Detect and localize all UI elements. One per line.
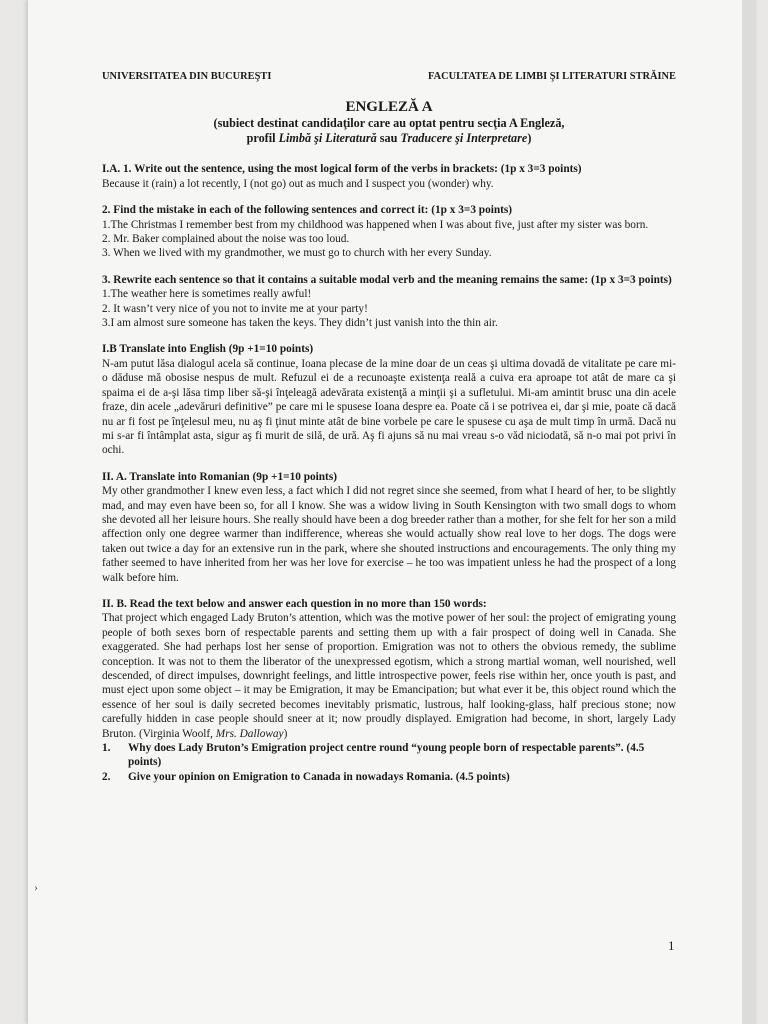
- header-university: UNIVERSITATEA DIN BUCUREŞTI: [102, 71, 272, 82]
- question-ia2: 2. Find the mistake in each of the following sentences and correct it: (1p x 3=3 points): [102, 204, 513, 217]
- question-ia3: 3. Rewrite each sentence so that it contains a suitable modal verb and the meaning remains the same: (1p x 3=3 points): [102, 273, 672, 286]
- question-iib-1: [102, 741, 676, 770]
- sentence-ia1: Because it (rain) a lot recently, I (not go) out as much and I suspect you (wonder) why.: [102, 177, 494, 190]
- question-iib: II. B. Read the text below and answer each question in no more than 150 words:: [102, 597, 487, 610]
- margin-mark: ›: [34, 880, 38, 894]
- exam-title: ENGLEZĂ A: [345, 99, 433, 116]
- question-iia: II. A. Translate into Romanian (9p +1=10 points): [102, 470, 337, 483]
- text-ib: N-am putut lăsa dialogul acela să continue, Ioana plecase de la mine doar de un ceas şi ultima dovadă de vitalitate pe care mi-o dăduse mă obosise nespus de mult. Refuzul ei de a recunoaşte existenţa reală a cuiva era aproape tot atât de mare ca şi spaima ei de a-şi lăsa timp liber să-şi înţeleagă adevărata existenţă a minţii şi a sufletului. Mi-am amintit brusc una din acele fraze, din acele „adevăruri definitive” pe care mi le spusese Ioana despre ea. Poate că i se potrivea ei, dar şi mie, poate că dacă nu ar fi fost pe înţelesul meu, nu aş fi ţinut minte atât de bine vorbele pe care le spusese cu aşa de mult timp în urmă. Dacă nu mi s-ar fi întâmplat asta, sigur aş fi murit de silă, de ură. Aş fi ajuns să nu mai vreau s-o văd niciodată, să n-o mai pot privi în ochi.: [102, 357, 676, 457]
- sentence-line: 3.I am almost sure someone has taken the keys. They didn’t just vanish into the thin air.: [102, 317, 498, 330]
- sentence-line: 2. Mr. Baker complained about the noise was too loud.: [102, 233, 350, 246]
- question-number: 2.: [102, 770, 111, 783]
- subtitle-text: sau: [376, 131, 401, 146]
- page-header: [102, 70, 676, 84]
- sentence-line: 3. When we lived with my grandmother, we must go to church with her every Sunday.: [102, 247, 492, 260]
- page-number: 1: [668, 938, 675, 953]
- question-ia1: I.A. 1. Write out the sentence, using the most logical form of the verbs in brackets: (1p x 3=3 points): [102, 163, 582, 176]
- question-text: Give your opinion on Emigration to Canada in nowadays Romania. (4.5 points): [128, 770, 510, 783]
- question-iib-2: [102, 770, 676, 784]
- subtitle-italic: Traducere şi Interpretare: [400, 131, 528, 146]
- subtitle-italic: Limbă şi Literatură: [278, 131, 377, 146]
- sentence-line: 1.The weather here is sometimes really awful!: [102, 288, 312, 301]
- sentence-line: 1.The Christmas I remember best from my childhood was happened when I was about five, just after my sister was born.: [102, 218, 649, 231]
- subtitle-text: ): [527, 131, 532, 146]
- text-iib: [102, 611, 676, 741]
- header-faculty: FACULTATEA DE LIMBI ŞI LITERATURI STRĂINE: [428, 71, 676, 82]
- question-text: Why does Lady Bruton’s Emigration project centre round “young people born of respectable parents”. (4.5 points): [128, 742, 645, 769]
- question-ib: I.B Translate into English (9p +1=10 points): [102, 343, 314, 356]
- passage-text: That project which engaged Lady Bruton’s attention, which was the motive power of her soul: the project of emigrating young people of both sexes born of respectable parents and setting them up with a fair prospect of doing well in Canada. She exaggerated. She had perhaps lost her sense of proportion. Emigration was not to others the obvious remedy, the sublime conception. It was not to them the liberator of the unexpressed egotism, which a strong martial woman, well nourished, well descended, of direct impulses, downright feelings, and little introspective power, feels rise within her, once youth is past, and must eject upon some object – it may be Emigration, it may be Emancipation; but what ever it be, this object round which the essence of her soul is daily secreted becomes inevitably prismatic, lustrous, half looking-glass, half precious stone; now carefully hidden in case people should sneer at it; now proudly displayed. Emigration had become, in short, largely Lady Bruton. (Virginia Woolf,: [102, 612, 676, 740]
- section-ia3: [102, 273, 676, 331]
- section-iia: [102, 470, 676, 585]
- question-number: 1.: [102, 742, 111, 755]
- section-ia1: [102, 162, 676, 191]
- section-ia2: [102, 203, 676, 261]
- sentence-line: 2. It wasn’t very nice of you not to invite me at your party!: [102, 302, 368, 315]
- exam-subtitle-line-2: [102, 131, 676, 146]
- exam-content: [102, 70, 676, 784]
- exam-subtitle-line-1: (subiect destinat candidaţilor care au optat pentru secţia A Engleză,: [213, 116, 565, 131]
- section-ib: [102, 342, 676, 457]
- section-iib: [102, 597, 676, 784]
- text-iia: My other grandmother I knew even less, a fact which I did not regret since she seemed, from what I heard of her, to be slightly mad, and may even have been so, for all I know. She was a widow living in South Kensington with two small dogs to whom she devoted all her leisure hours. She really should have been a dog breeder rather than a mother, for she felt for her son a mild affection only one degree warmer than indifference, whereas she would actually show real love to her dogs. The dogs were taken out twice a day for an extensive run in the park, where she shouted instructions and encouragements. The only thing my father seemed to have inherited from her was her love for exercise – he too was impatient unless he had the prospect of a long walk before him.: [102, 485, 676, 584]
- passage-source: Mrs. Dalloway: [215, 727, 284, 740]
- passage-close: ): [283, 727, 288, 740]
- page-edge: [742, 0, 756, 1024]
- subtitle-text: profil: [246, 131, 279, 146]
